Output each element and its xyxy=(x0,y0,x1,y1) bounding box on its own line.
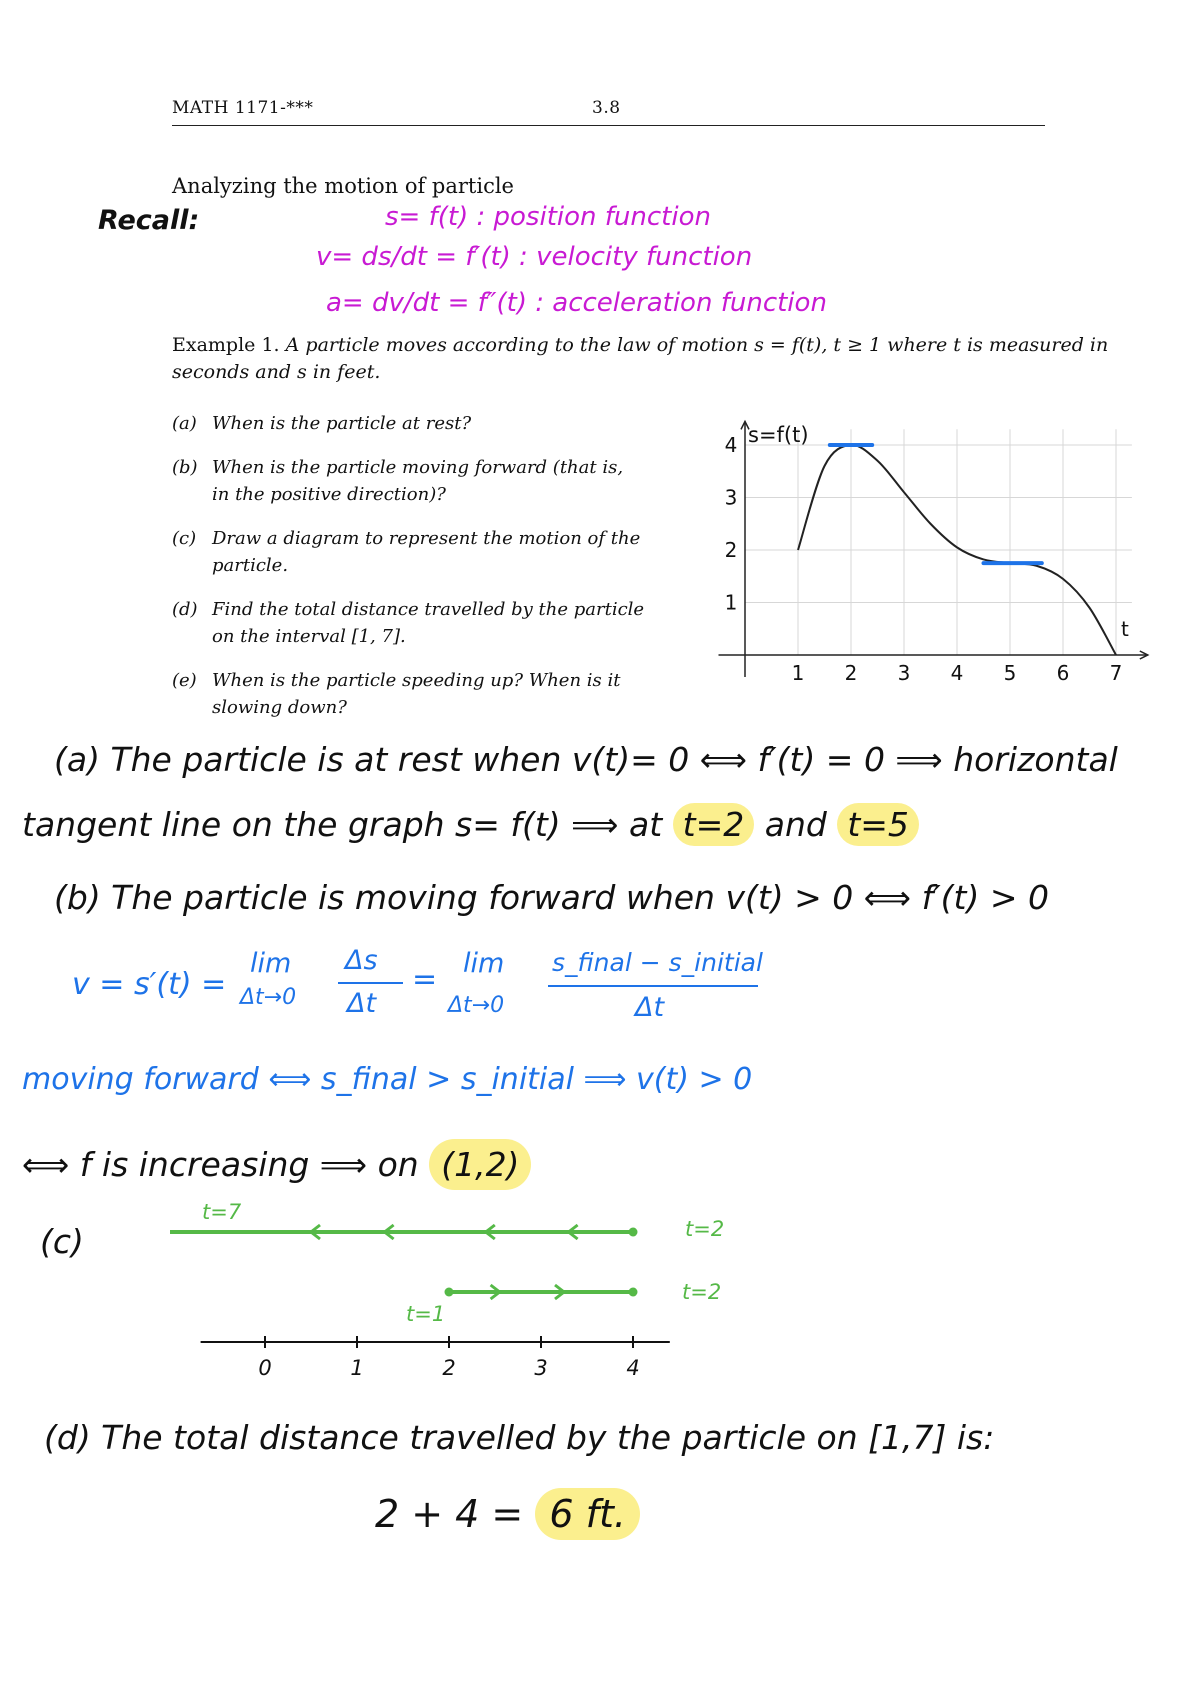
recall-label: Recall: xyxy=(98,205,200,236)
start-dot-top xyxy=(629,1228,638,1237)
example-label: Example 1. xyxy=(172,334,280,356)
end-dot-bottom xyxy=(629,1288,638,1297)
question-b: (b) When is the particle moving forward (that is, in the positive direction)? xyxy=(172,457,624,505)
motion-diagram xyxy=(170,1190,770,1390)
highlight-t2: t=2 xyxy=(673,803,755,846)
number-label-3: 3 xyxy=(534,1356,548,1380)
example-statement xyxy=(172,334,1108,356)
x-tick-label-5: 5 xyxy=(1003,661,1017,685)
answer-a-line1: (a) The particle is at rest when v(t)= 0 ⟺ f′(t) = 0 ⟹ horizontal xyxy=(54,740,1118,779)
x-tick-label-1: 1 xyxy=(791,661,805,685)
start-dot-bottom xyxy=(445,1288,454,1297)
highlight-result: 6 ft. xyxy=(535,1488,640,1540)
x-tick-label-3: 3 xyxy=(897,661,911,685)
motion-paths xyxy=(170,1225,638,1299)
x-tick-label-6: 6 xyxy=(1056,661,1070,685)
curve-label: s=f(t) xyxy=(748,423,809,447)
highlight-t5: t=5 xyxy=(837,803,919,846)
lim-2-sub: Δt→0 xyxy=(448,993,505,1018)
answer-a-line2: tangent line on the graph s= f(t) ⟹ at t=2 and t=5 xyxy=(22,805,919,844)
delta-s: Δs xyxy=(345,945,378,976)
highlight-interval: (1,2) xyxy=(429,1139,531,1190)
label-t7: t=7 xyxy=(202,1200,242,1224)
question-d: (d) Find the total distance travelled by the particle on the interval [1, 7]. xyxy=(172,599,645,647)
fraction-bar-2 xyxy=(548,985,758,987)
y-tick-label-2: 2 xyxy=(724,538,738,562)
position-graph xyxy=(700,405,1150,695)
number-label-0: 0 xyxy=(258,1356,272,1380)
t-axis-label: t xyxy=(1121,617,1129,641)
x-tick-label-7: 7 xyxy=(1109,661,1123,685)
label-t2-top: t=2 xyxy=(685,1217,725,1241)
y-tick-label-3: 3 xyxy=(724,485,738,510)
number-label-4: 4 xyxy=(626,1356,640,1380)
question-list xyxy=(172,410,672,721)
answer-d-sum: 2 + 4 = 6 ft. xyxy=(375,1492,640,1536)
answer-d-line1: (d) The total distance travelled by the particle on [1,7] is: xyxy=(44,1418,995,1457)
number-label-2: 2 xyxy=(442,1356,456,1380)
answer-c-label: (c) xyxy=(40,1222,84,1261)
answer-b-line1: (b) The particle is moving forward when v(t) > 0 ⟺ f′(t) > 0 xyxy=(54,878,1049,917)
question-a: (a) When is the particle at rest? xyxy=(172,413,472,434)
question-e: (e) When is the particle speeding up? When is it slowing down? xyxy=(172,670,621,718)
number-label-1: 1 xyxy=(350,1356,364,1380)
label-t1: t=1 xyxy=(406,1302,446,1326)
y-tick-label-4: 4 xyxy=(724,433,738,457)
moving-forward-line: moving forward ⟺ s_final > s_initial ⟹ v(t) > 0 xyxy=(22,1062,753,1097)
s-final-minus-initial: s_final − s_initial xyxy=(552,948,763,977)
page-title: Analyzing the motion of particle xyxy=(172,174,514,198)
fraction-bar-1 xyxy=(338,982,403,984)
label-t2-bottom: t=2 xyxy=(682,1280,722,1304)
lim-1: lim xyxy=(250,948,292,979)
example-text-cont: seconds and s in feet. xyxy=(172,361,381,383)
graph-axes xyxy=(719,421,1148,677)
lim-2: lim xyxy=(463,948,505,979)
recall-position: s= f(t) : position function xyxy=(385,202,711,232)
velocity-definition-start: v = s′(t) = xyxy=(72,967,227,1002)
x-tick-label-2: 2 xyxy=(844,661,858,685)
lim-1-sub: Δt→0 xyxy=(240,985,297,1010)
delta-t-1: Δt xyxy=(347,988,377,1019)
example-text: A particle moves according to the law of motion s = f(t), t ≥ 1 where t is measured in xyxy=(285,334,1109,356)
section-number: 3.8 xyxy=(592,98,621,118)
graph-grid xyxy=(745,429,1132,655)
course-code: MATH 1171-*** xyxy=(172,98,314,118)
header-rule xyxy=(172,125,1045,126)
motion-number-line xyxy=(201,1336,670,1380)
recall-acceleration: a= dv/dt = f″(t) : acceleration function xyxy=(326,288,827,318)
delta-t-2: Δt xyxy=(635,992,665,1023)
recall-velocity: v= ds/dt = f′(t) : velocity function xyxy=(316,242,753,272)
x-tick-label-4: 4 xyxy=(950,661,964,685)
equals-sign: = xyxy=(412,962,438,997)
answer-b-line3: ⟺ f is increasing ⟹ on (1,2) xyxy=(22,1145,531,1184)
question-c: (c) Draw a diagram to represent the motion of the particle. xyxy=(172,528,641,576)
y-tick-label-1: 1 xyxy=(724,590,738,615)
